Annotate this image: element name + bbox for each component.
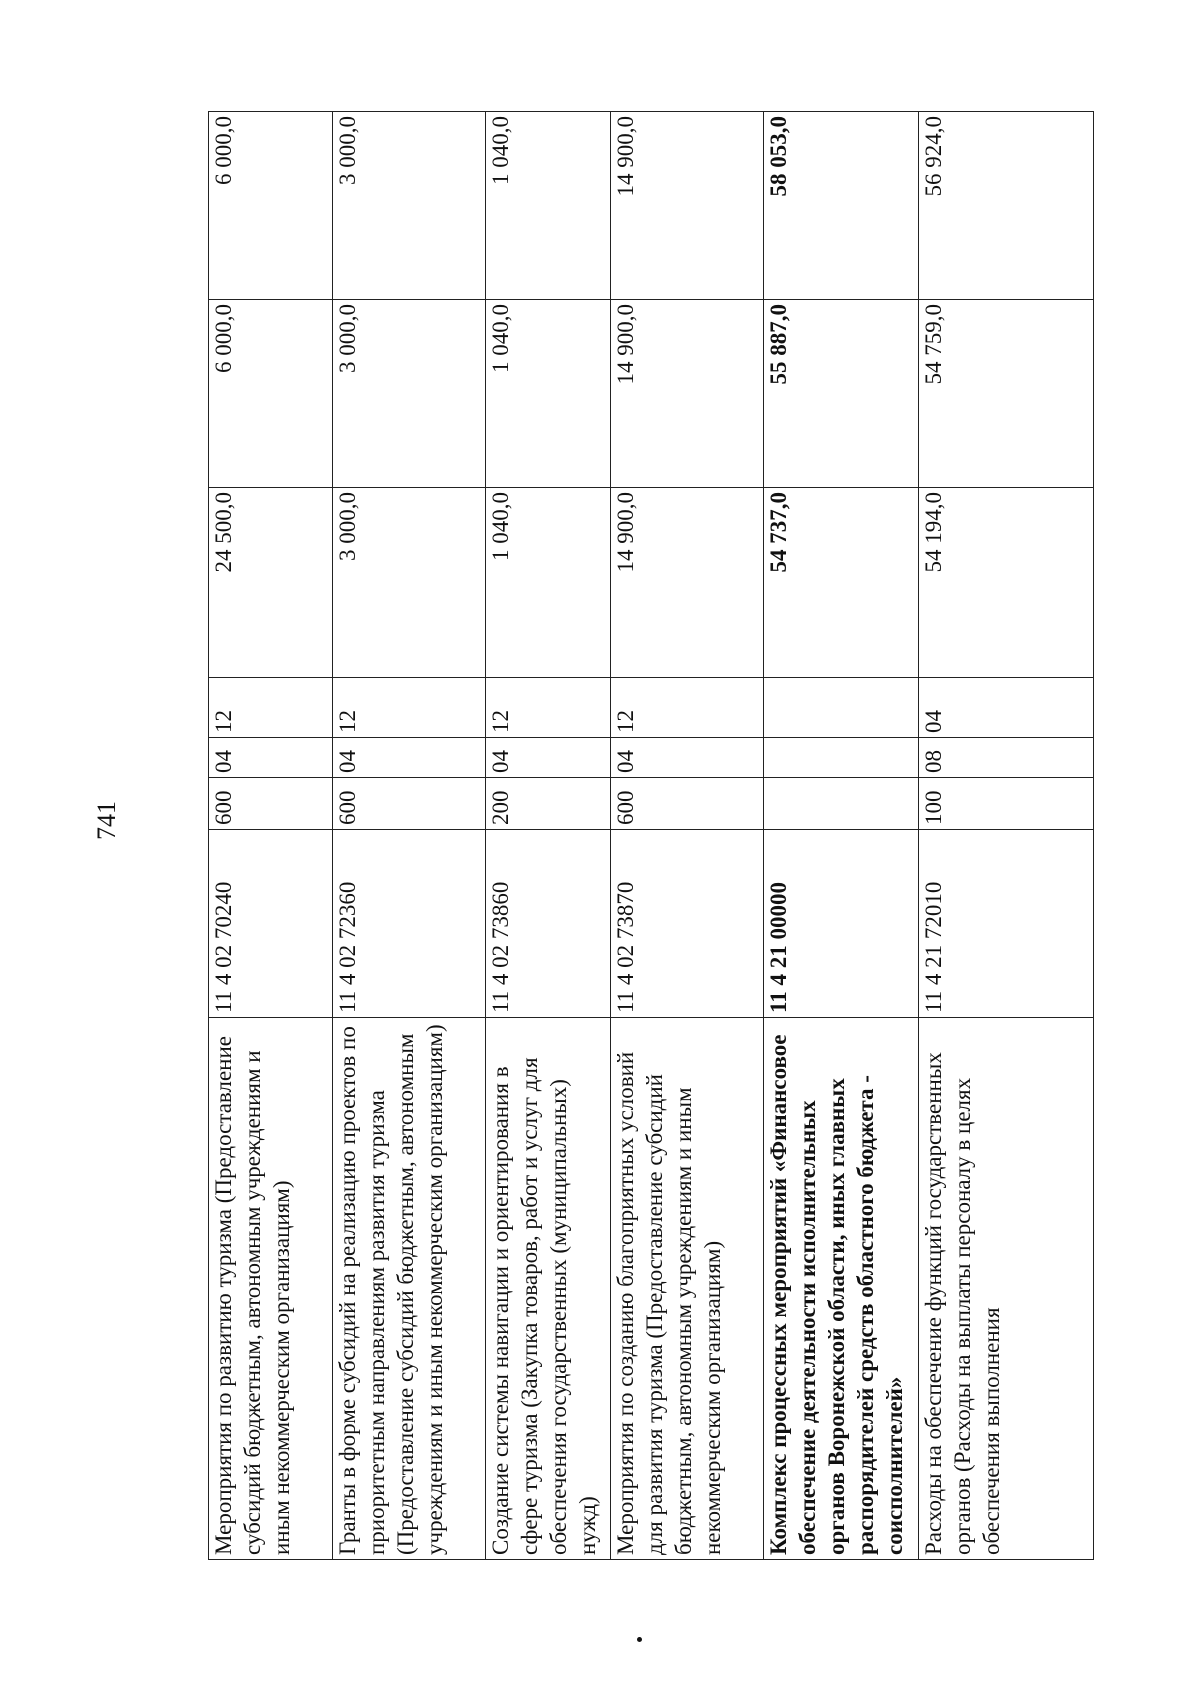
cell-rz [764, 738, 919, 778]
cell-code: 11 4 02 73870 [611, 830, 764, 1018]
cell-vr: 600 [333, 778, 486, 830]
cell-year1: 3 000,0 [333, 488, 486, 678]
cell-code: 11 4 21 00000 [764, 830, 919, 1018]
table-row-total [764, 112, 919, 1560]
cell-year3: 3 000,0 [333, 112, 486, 300]
cell-code: 11 4 21 72010 [919, 830, 1094, 1018]
cell-name: Мероприятия по созданию благоприятных условий для развития туризма (Предоставление субсидий бюджетным, автономным учреждениям и иным некоммерческим организациям) [611, 1018, 764, 1560]
cell-year2: 1 040,0 [486, 300, 611, 488]
cell-pr: 12 [486, 678, 611, 738]
cell-year1: 54 737,0 [764, 488, 919, 678]
cell-rz: 08 [919, 738, 1094, 778]
cell-year2: 6 000,0 [209, 300, 333, 488]
cell-code: 11 4 02 73860 [486, 830, 611, 1018]
cell-rz: 04 [209, 738, 333, 778]
cell-vr: 600 [611, 778, 764, 830]
cell-year3: 1 040,0 [486, 112, 611, 300]
cell-year2: 54 759,0 [919, 300, 1094, 488]
table-row [611, 112, 764, 1560]
cell-rz: 04 [333, 738, 486, 778]
cell-rz: 04 [611, 738, 764, 778]
cell-year1: 14 900,0 [611, 488, 764, 678]
cell-vr: 200 [486, 778, 611, 830]
cell-code: 11 4 02 70240 [209, 830, 333, 1018]
cell-pr: 12 [333, 678, 486, 738]
cell-rz: 04 [486, 738, 611, 778]
cell-year1: 54 194,0 [919, 488, 1094, 678]
cell-pr: 12 [209, 678, 333, 738]
scan-dot [637, 1637, 642, 1642]
cell-year3: 56 924,0 [919, 112, 1094, 300]
cell-name: Гранты в форме субсидий на реализацию проектов по приоритетным направлениям развития туризма (Предоставление субсидий бюджетным, автономным учреждениям и иным некоммерческим организациям) [333, 1018, 486, 1560]
cell-name: Создание системы навигации и ориентирования в сфере туризма (Закупка товаров, работ и услуг для обеспечения государственных (муниципальных) нужд) [486, 1018, 611, 1560]
cell-vr [764, 778, 919, 830]
table-row [209, 112, 333, 1560]
cell-pr [764, 678, 919, 738]
cell-year1: 24 500,0 [209, 488, 333, 678]
cell-year2: 14 900,0 [611, 300, 764, 488]
cell-year3: 14 900,0 [611, 112, 764, 300]
cell-pr: 12 [611, 678, 764, 738]
cell-year3: 58 053,0 [764, 112, 919, 300]
cell-vr: 100 [919, 778, 1094, 830]
table-row [919, 112, 1094, 1560]
table-row [333, 112, 486, 1560]
cell-name: Расходы на обеспечение функций государственных органов (Расходы на выплаты персоналу в целях обеспечения выполнения [919, 1018, 1094, 1560]
budget-table [208, 111, 1094, 1560]
cell-year3: 6 000,0 [209, 112, 333, 300]
cell-code: 11 4 02 72360 [333, 830, 486, 1018]
cell-year2: 55 887,0 [764, 300, 919, 488]
cell-vr: 600 [209, 778, 333, 830]
cell-year2: 3 000,0 [333, 300, 486, 488]
rotated-table-container [208, 112, 1093, 1560]
page-number: 741 [92, 801, 121, 840]
cell-name: Комплекс процессных мероприятий «Финансовое обеспечение деятельности исполнительных органов Воронежской области, иных главных распорядителей средств областного бюджета - соисполнителей» [764, 1018, 919, 1560]
cell-name: Мероприятия по развитию туризма (Предоставление субсидий бюджетным, автономным учреждениям и иным некоммерческим организациям) [209, 1018, 333, 1560]
cell-pr: 04 [919, 678, 1094, 738]
cell-year1: 1 040,0 [486, 488, 611, 678]
table-row [486, 112, 611, 1560]
